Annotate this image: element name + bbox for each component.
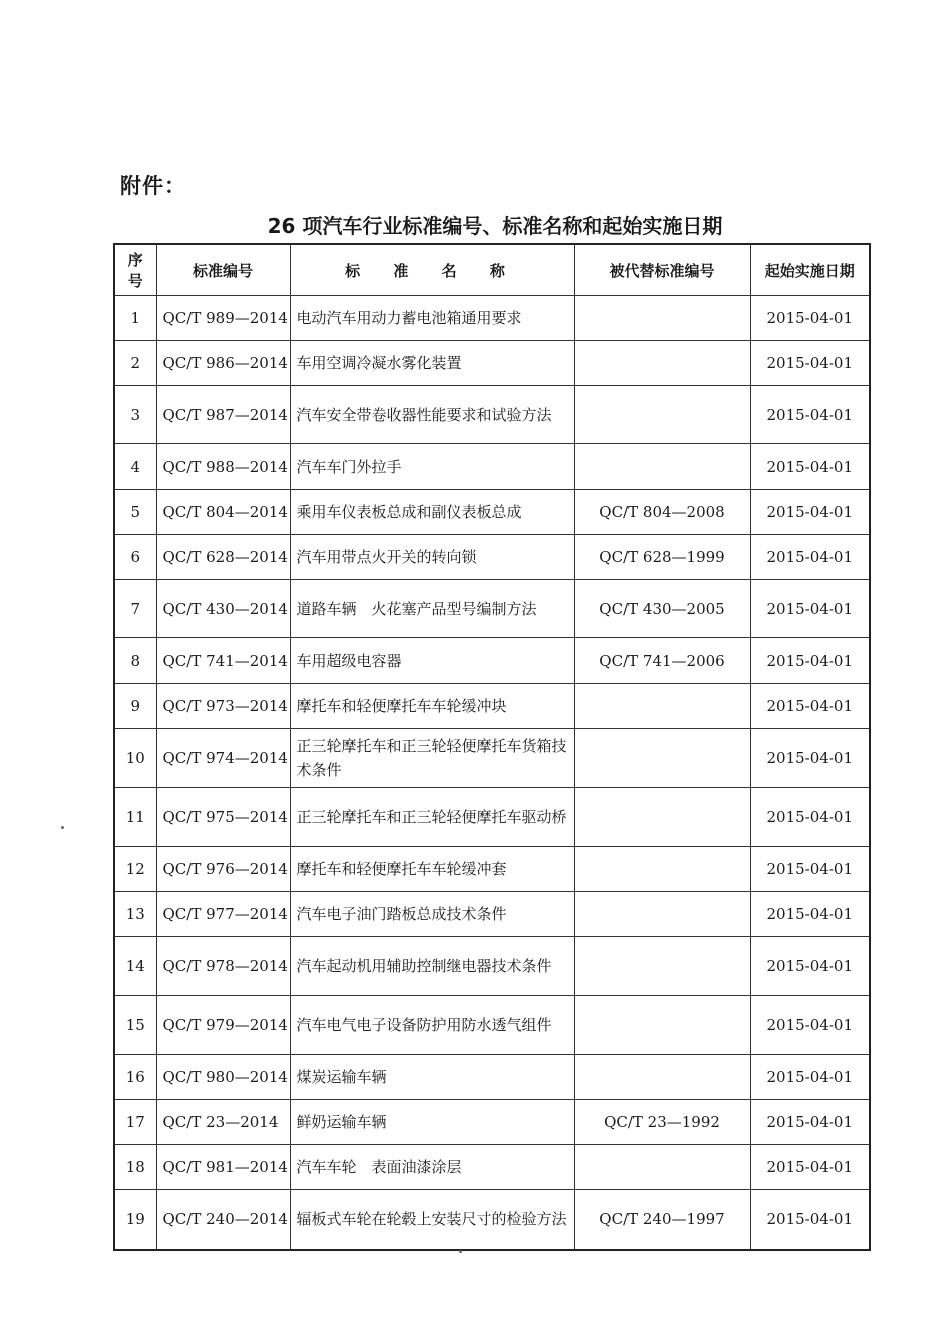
row-code-cell: QC/T 977—2014 — [156, 892, 290, 937]
row-replaced-cell — [574, 444, 750, 490]
row-seq-cell: 3 — [114, 386, 156, 444]
table-row — [114, 937, 870, 996]
row-name-cell: 汽车车轮 表面油漆涂层 — [290, 1145, 574, 1190]
row-seq-cell: 8 — [114, 638, 156, 684]
row-replaced-cell: QC/T 628—1999 — [574, 535, 750, 580]
row-seq-cell: 18 — [114, 1145, 156, 1190]
row-seq-cell: 16 — [114, 1055, 156, 1100]
table-row — [114, 996, 870, 1055]
row-replaced-cell: QC/T 240—1997 — [574, 1190, 750, 1250]
row-name-cell: 辐板式车轮在轮毂上安装尺寸的检验方法 — [290, 1190, 574, 1250]
row-seq-cell: 7 — [114, 580, 156, 638]
row-code-cell: QC/T 804—2014 — [156, 490, 290, 535]
row-replaced-cell — [574, 1055, 750, 1100]
table-row — [114, 729, 870, 788]
row-code-cell: QC/T 741—2014 — [156, 638, 290, 684]
row-seq-cell: 1 — [114, 296, 156, 341]
table-row — [114, 296, 870, 341]
row-name-cell: 汽车电子油门踏板总成技术条件 — [290, 892, 574, 937]
row-seq-cell: 17 — [114, 1100, 156, 1145]
row-name-cell: 电动汽车用动力蓄电池箱通用要求 — [290, 296, 574, 341]
row-name-cell: 乘用车仪表板总成和副仪表板总成 — [290, 490, 574, 535]
row-replaced-cell — [574, 788, 750, 847]
header-seq: 序号 — [114, 244, 156, 296]
row-date-cell: 2015-04-01 — [750, 444, 870, 490]
row-replaced-cell: QC/T 804—2008 — [574, 490, 750, 535]
attachment-label: 附件： — [120, 174, 186, 198]
row-date-cell: 2015-04-01 — [750, 296, 870, 341]
row-code-cell: QC/T 976—2014 — [156, 847, 290, 892]
row-seq-cell: 11 — [114, 788, 156, 847]
table-row — [114, 638, 870, 684]
row-name-cell: 摩托车和轻便摩托车车轮缓冲块 — [290, 684, 574, 729]
row-name-cell: 车用超级电容器 — [290, 638, 574, 684]
row-code-cell: QC/T 975—2014 — [156, 788, 290, 847]
row-name-cell: 鲜奶运输车辆 — [290, 1100, 574, 1145]
row-code-cell: QC/T 987—2014 — [156, 386, 290, 444]
standards-table — [113, 243, 871, 1251]
row-code-cell: QC/T 628—2014 — [156, 535, 290, 580]
row-date-cell: 2015-04-01 — [750, 1055, 870, 1100]
table-row — [114, 684, 870, 729]
row-name-cell: 车用空调冷凝水雾化装置 — [290, 341, 574, 386]
row-date-cell: 2015-04-01 — [750, 341, 870, 386]
table-row — [114, 386, 870, 444]
row-date-cell: 2015-04-01 — [750, 638, 870, 684]
row-replaced-cell — [574, 684, 750, 729]
row-replaced-cell — [574, 1145, 750, 1190]
table-row — [114, 1190, 870, 1250]
table-row — [114, 341, 870, 386]
row-date-cell: 2015-04-01 — [750, 847, 870, 892]
row-code-cell: QC/T 986—2014 — [156, 341, 290, 386]
table-row — [114, 788, 870, 847]
row-seq-cell: 19 — [114, 1190, 156, 1250]
row-seq-cell: 10 — [114, 729, 156, 788]
row-seq-cell: 15 — [114, 996, 156, 1055]
row-seq-cell: 12 — [114, 847, 156, 892]
table-row — [114, 490, 870, 535]
row-replaced-cell: QC/T 741—2006 — [574, 638, 750, 684]
row-code-cell: QC/T 981—2014 — [156, 1145, 290, 1190]
row-date-cell: 2015-04-01 — [750, 937, 870, 996]
table-row — [114, 580, 870, 638]
row-seq-cell: 2 — [114, 341, 156, 386]
row-name-cell: 煤炭运输车辆 — [290, 1055, 574, 1100]
row-code-cell: QC/T 978—2014 — [156, 937, 290, 996]
header-name: 标 准 名 称 — [290, 244, 574, 296]
row-seq-cell: 14 — [114, 937, 156, 996]
row-date-cell: 2015-04-01 — [750, 1190, 870, 1250]
header-replaced: 被代替标准编号 — [574, 244, 750, 296]
row-name-cell: 汽车起动机用辅助控制继电器技术条件 — [290, 937, 574, 996]
table-row — [114, 535, 870, 580]
table-body — [114, 296, 870, 1250]
row-date-cell: 2015-04-01 — [750, 996, 870, 1055]
row-code-cell: QC/T 989—2014 — [156, 296, 290, 341]
row-code-cell: QC/T 979—2014 — [156, 996, 290, 1055]
table-row — [114, 892, 870, 937]
row-code-cell: QC/T 988—2014 — [156, 444, 290, 490]
row-date-cell: 2015-04-01 — [750, 1145, 870, 1190]
row-seq-cell: 4 — [114, 444, 156, 490]
header-code: 标准编号 — [156, 244, 290, 296]
row-seq-cell: 6 — [114, 535, 156, 580]
row-code-cell: QC/T 974—2014 — [156, 729, 290, 788]
table-row — [114, 1145, 870, 1190]
row-code-cell: QC/T 980—2014 — [156, 1055, 290, 1100]
row-replaced-cell — [574, 937, 750, 996]
row-date-cell: 2015-04-01 — [750, 788, 870, 847]
row-name-cell: 道路车辆 火花塞产品型号编制方法 — [290, 580, 574, 638]
row-replaced-cell — [574, 296, 750, 341]
row-replaced-cell — [574, 892, 750, 937]
header-date: 起始实施日期 — [750, 244, 870, 296]
row-name-cell: 汽车电气电子设备防护用防水透气组件 — [290, 996, 574, 1055]
scan-speck — [459, 1250, 462, 1253]
row-date-cell: 2015-04-01 — [750, 684, 870, 729]
row-replaced-cell — [574, 729, 750, 788]
row-replaced-cell — [574, 996, 750, 1055]
row-name-cell: 汽车用带点火开关的转向锁 — [290, 535, 574, 580]
row-replaced-cell: QC/T 430—2005 — [574, 580, 750, 638]
row-replaced-cell — [574, 847, 750, 892]
row-seq-cell: 5 — [114, 490, 156, 535]
row-date-cell: 2015-04-01 — [750, 490, 870, 535]
row-date-cell: 2015-04-01 — [750, 729, 870, 788]
row-name-cell: 正三轮摩托车和正三轮轻便摩托车货箱技术条件 — [290, 729, 574, 788]
row-seq-cell: 9 — [114, 684, 156, 729]
row-name-cell: 正三轮摩托车和正三轮轻便摩托车驱动桥 — [290, 788, 574, 847]
row-seq-cell: 13 — [114, 892, 156, 937]
row-code-cell: QC/T 240—2014 — [156, 1190, 290, 1250]
row-name-cell: 摩托车和轻便摩托车车轮缓冲套 — [290, 847, 574, 892]
row-replaced-cell — [574, 386, 750, 444]
row-date-cell: 2015-04-01 — [750, 386, 870, 444]
row-code-cell: QC/T 430—2014 — [156, 580, 290, 638]
row-name-cell: 汽车车门外拉手 — [290, 444, 574, 490]
row-date-cell: 2015-04-01 — [750, 892, 870, 937]
table-row — [114, 1100, 870, 1145]
table-row — [114, 847, 870, 892]
table-header-row — [114, 244, 870, 296]
row-name-cell: 汽车安全带卷收器性能要求和试验方法 — [290, 386, 574, 444]
scan-speck — [61, 826, 64, 829]
row-date-cell: 2015-04-01 — [750, 535, 870, 580]
row-replaced-cell — [574, 341, 750, 386]
table-row — [114, 1055, 870, 1100]
row-date-cell: 2015-04-01 — [750, 580, 870, 638]
table-row — [114, 444, 870, 490]
row-code-cell: QC/T 973—2014 — [156, 684, 290, 729]
row-code-cell: QC/T 23—2014 — [156, 1100, 290, 1145]
row-date-cell: 2015-04-01 — [750, 1100, 870, 1145]
row-replaced-cell: QC/T 23—1992 — [574, 1100, 750, 1145]
document-title: 26 项汽车行业标准编号、标准名称和起始实施日期 — [267, 214, 723, 238]
